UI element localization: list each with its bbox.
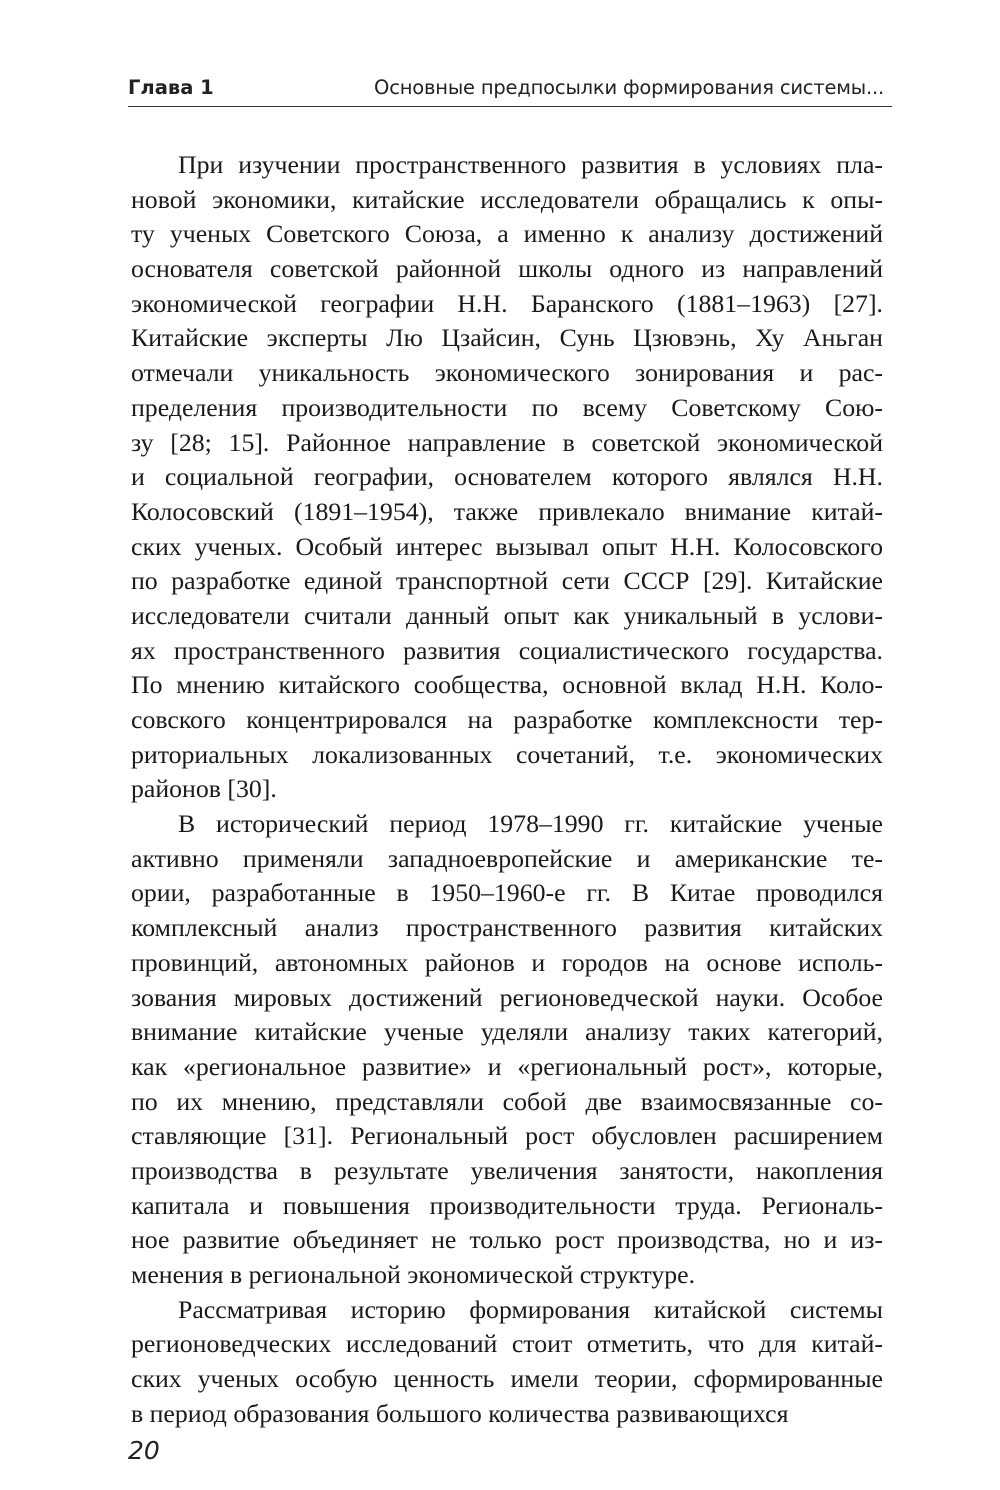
text-line: совского концентрировался на разработке комплексности тер- [131,705,883,734]
text-line: капитала и повышения производительности труда. Региональ- [131,1190,883,1220]
text-line: пределения производительности по всему Советскому Сою- [131,392,883,422]
text-line: ских ученых. Особый интерес вызывал опыт Н.Н. Колосовского [131,531,883,561]
text-line: основателя советской районной школы одного из направлений [131,254,883,284]
paragraph [131,1293,883,1432]
chapter-label: Глава 1 [128,76,214,99]
header-rule [128,106,892,107]
text-line: регионоведческих исследований стоит отметить, что для китай- [131,1329,883,1359]
text-line: ории, разработанные в 1950–1960-е гг. В Китае проводился [131,878,883,908]
text-line: экономической географии Н.Н. Баранского (1881–1963) [27]. [131,288,883,318]
text-line: по их мнению, представляли собой две взаимосвязанные со- [131,1086,883,1116]
text-line: риториальных локализованных сочетаний, т.е. экономических [131,739,883,769]
text-line: менения в региональной экономической структуре. [131,1260,696,1289]
running-title: Основные предпосылки формирования системы... [374,76,884,99]
text-line: При изучении пространственного развития в условиях пла- [178,150,883,179]
text-line: активно применяли западноевропейские и американские те- [131,843,883,873]
text-line: ное развитие объединяет не только рост производства, но и из- [131,1225,883,1255]
text-line: ях пространственного развития социалистического государства. [131,635,883,665]
page-number: 20 [128,1436,160,1465]
text-line: районов [30]. [131,774,277,804]
text-line: В исторический период 1978–1990 гг. китайские ученые [178,809,883,839]
text-line: внимание китайские ученые уделяли анализу таких категорий, [131,1017,883,1047]
text-line: ских ученых особую ценность имели теории, сформированные [131,1364,883,1394]
text-line: комплексный анализ пространственного развития китайских [131,913,883,943]
text-line: Колосовский (1891–1954), также привлекало внимание китай- [131,496,883,526]
text-line: Китайские эксперты Лю Цзайсин, Сунь Цзювэнь, Ху Аньган [131,323,883,353]
text-line: По мнению китайского сообщества, основной вклад Н.Н. Коло- [131,670,883,700]
text-line: новой экономики, китайские исследователи обращались к опы- [131,184,883,214]
paragraph [131,807,883,1293]
text-line: по разработке единой транспортной сети СССР [29]. Китайские [131,566,883,596]
body-text [131,148,883,1431]
text-line: в период образования большого количества развивающихся [131,1398,789,1428]
text-line: ту ученых Советского Союза, а именно к анализу достижений [131,219,883,249]
running-header [128,74,892,104]
text-line: производства в результате увеличения занятости, накопления [131,1155,883,1185]
text-line: зу [28; 15]. Районное направление в советской экономической [131,427,883,457]
text-line: ставляющие [31]. Региональный рост обусловлен расширением [131,1121,883,1151]
text-line: провинций, автономных районов и городов на основе исполь- [131,947,883,977]
paragraph [131,148,883,807]
text-line: Рассматривая историю формирования китайской системы [178,1294,883,1324]
text-line: зования мировых достижений регионоведческой науки. Особое [131,982,883,1012]
text-line: исследователи считали данный опыт как уникальный в услови- [131,600,883,630]
text-line: отмечали уникальность экономического зонирования и рас- [131,358,883,388]
text-line: и социальной географии, основателем которого являлся Н.Н. [131,462,883,492]
text-line: как «региональное развитие» и «региональный рост», которые, [131,1051,883,1081]
